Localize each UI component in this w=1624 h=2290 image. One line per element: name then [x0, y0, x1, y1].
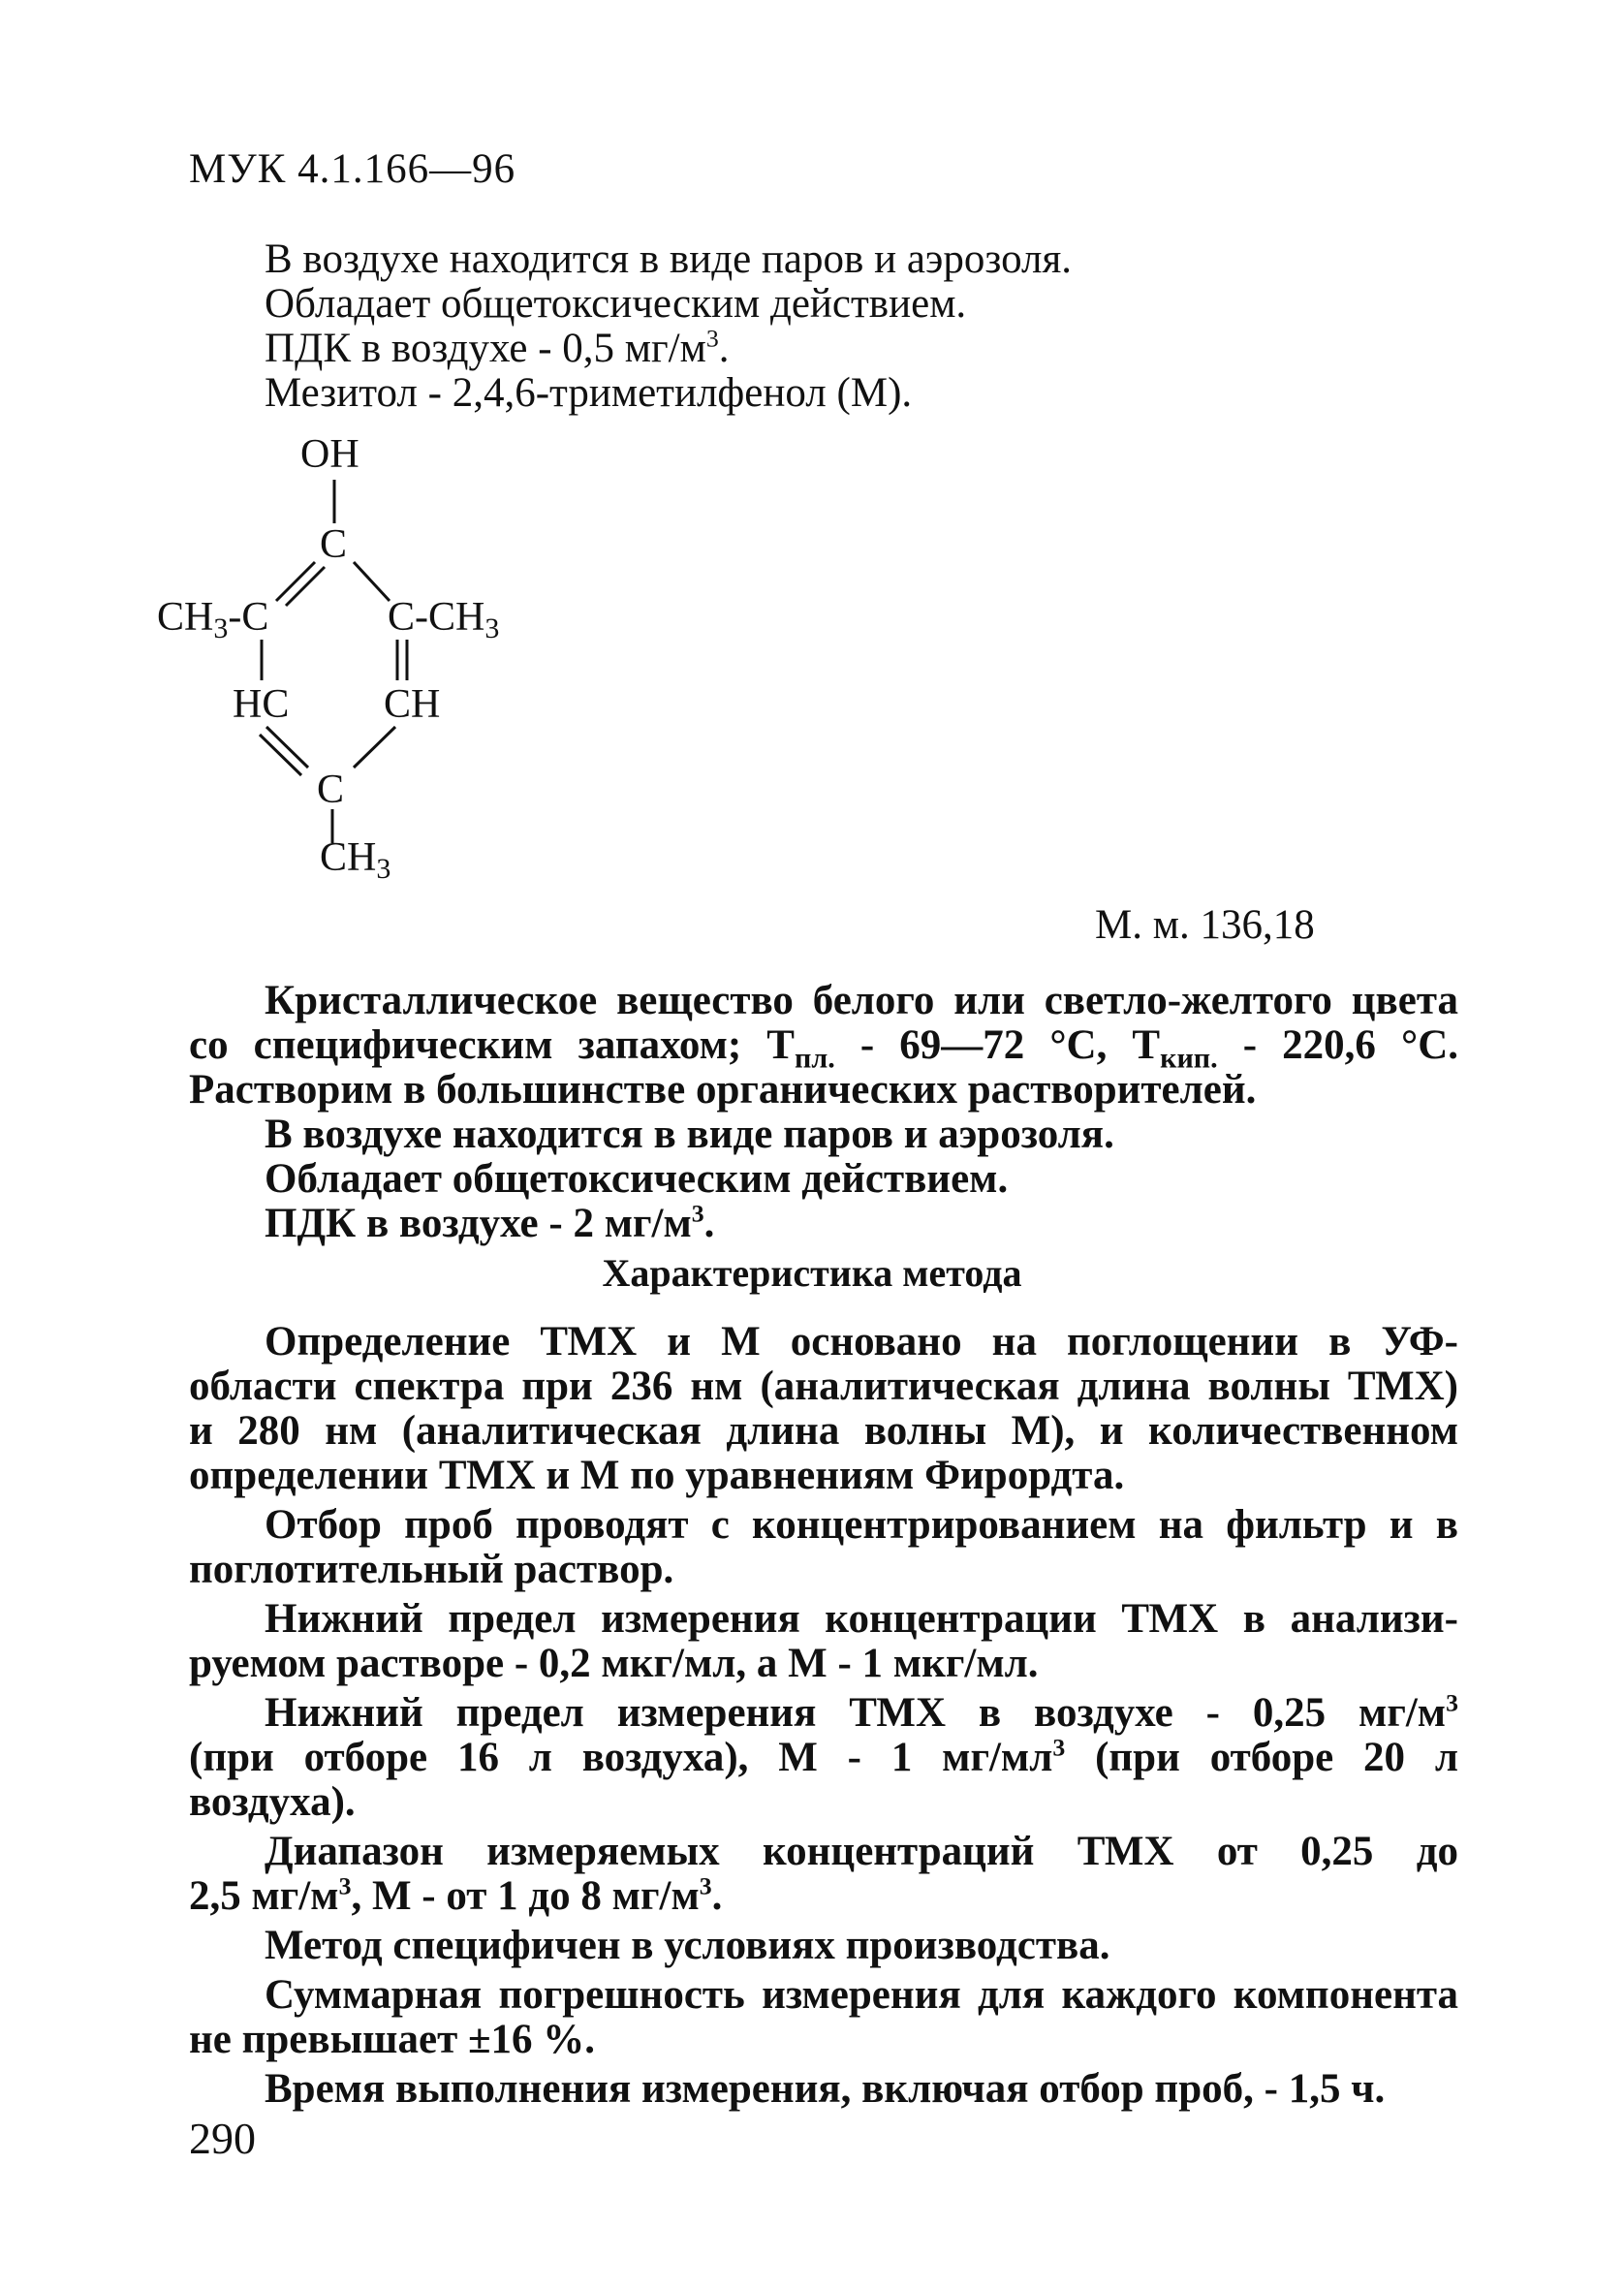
page-number: 290: [189, 2114, 256, 2163]
method-paragraph: [189, 2067, 1458, 2112]
text: , М - от 1 до 8 мг/м: [351, 1873, 700, 1919]
text: ПДК в воздухе - 2 мг/м: [265, 1201, 692, 1246]
formula-subscript: 3: [213, 612, 229, 644]
text-line: Определение ТМХ и М основано на поглощении в УФ-: [265, 1319, 1458, 1365]
text: .: [711, 1873, 723, 1919]
formula-text: CH: [320, 835, 377, 880]
description-line: Обладает общетоксическим действием.: [265, 1156, 1009, 1202]
description-line: В воздухе находится в виде паров и аэрозоля.: [265, 1112, 1114, 1157]
text-line: Диапазон измеряемых концентраций ТМХ от 0,25 до: [265, 1829, 1458, 1874]
structural-formula-svg: [136, 426, 640, 882]
superscript: 3: [699, 1871, 712, 1900]
text-line: поглотительный раствор.: [189, 1547, 674, 1592]
text-line: определении ТМХ и М по уравнениям Фирордта.: [189, 1453, 1125, 1498]
formula-text: C-CH: [388, 595, 485, 640]
formula-subscript: 3: [376, 853, 391, 882]
method-paragraph: [189, 1597, 1458, 1686]
method-block: [189, 1320, 1458, 2117]
text: - 69—72 °С, Т: [834, 1022, 1161, 1068]
text-line: Отбор проб проводят с концентрированием на фильтр и в: [265, 1502, 1458, 1548]
subscript: пл.: [795, 1041, 835, 1075]
method-paragraph: [189, 1924, 1458, 1968]
molecular-weight: М. м. 136,18: [1095, 902, 1315, 948]
text: .: [703, 1201, 715, 1246]
superscript: 3: [1052, 1733, 1066, 1762]
description-line: Кристаллическое вещество белого или светло-желтого цвета: [265, 978, 1458, 1023]
text-line: Суммарная погрешность измерения для каждого компонента: [265, 1972, 1458, 2018]
text: .: [718, 326, 730, 371]
formula-ch3-bottom: [320, 835, 390, 882]
text-line: и 280 нм (аналитическая длина волны М), и количественном: [189, 1408, 1458, 1454]
formula-subscript: 3: [484, 612, 500, 644]
text-line: [189, 1688, 1458, 1736]
formula-ch: CH: [384, 682, 441, 727]
text-line: [189, 1733, 1458, 1780]
superscript: 3: [705, 324, 719, 353]
bond: [354, 727, 395, 768]
method-paragraph: [189, 1830, 1458, 1919]
superscript: 3: [691, 1199, 704, 1228]
formula-c-top: C: [320, 522, 348, 567]
bond: [354, 562, 390, 601]
text: (при отборе 16 л воздуха), М - 1 мг/мл: [189, 1735, 1053, 1780]
method-paragraph: [189, 1688, 1458, 1825]
text: 2,5 мг/м: [189, 1873, 339, 1919]
formula-right-ch3: [388, 595, 499, 644]
text: - 220,6 °С.: [1217, 1022, 1459, 1068]
intro-line: Мезитол - 2,4,6-триметилфенол (М).: [265, 370, 913, 416]
description-line: [189, 1022, 1459, 1075]
description-block: [189, 979, 1458, 1246]
text: (при отборе 20 л: [1065, 1735, 1458, 1780]
intro-block: [189, 237, 1458, 416]
text: Нижний предел измерения ТМХ в воздухе - 0,25 мг/м: [265, 1690, 1447, 1736]
text-line: воздуха).: [189, 1779, 356, 1825]
text-line: [189, 1871, 1458, 1919]
intro-line: Обладает общетоксическим действием.: [265, 281, 967, 327]
text-line: Нижний предел измерения концентрации ТМХ в анализи-: [265, 1596, 1458, 1642]
text-line: руемом растворе - 0,2 мкг/мл, а М - 1 мкг/мл.: [189, 1641, 1039, 1686]
description-line: [189, 1199, 1458, 1246]
formula-text: CH: [157, 595, 214, 640]
section-heading: Характеристика метода: [602, 1251, 1022, 1295]
method-paragraph: [189, 1503, 1458, 1592]
description-line: Растворим в большинстве органических растворителей.: [189, 1067, 1257, 1113]
structural-formula: [136, 426, 640, 882]
superscript: 3: [1446, 1688, 1458, 1717]
method-paragraph: [189, 1973, 1458, 2062]
text: ПДК в воздухе - 0,5 мг/м: [265, 326, 706, 371]
intro-line: В воздухе находится в виде паров и аэрозоля.: [265, 236, 1073, 282]
text-line: не превышает ±16 %.: [189, 2017, 596, 2062]
formula-oh: OH: [300, 432, 359, 477]
intro-line: [189, 324, 1458, 371]
text: со специфическим запахом; Т: [189, 1022, 795, 1068]
formula-left-ch3: [157, 595, 268, 644]
superscript: 3: [338, 1871, 352, 1900]
formula-text: -C: [228, 595, 269, 640]
formula-hc: HC: [233, 682, 290, 727]
running-head: МУК 4.1.166—96: [189, 146, 516, 192]
text-line: Метод специфичен в условиях производства.: [265, 1923, 1110, 1968]
text-line: Время выполнения измерения, включая отбор проб, - 1,5 ч.: [265, 2066, 1386, 2112]
formula-c-bottom: C: [317, 768, 345, 812]
subscript: кип.: [1160, 1041, 1218, 1075]
text-line: области спектра при 236 нм (аналитическая длина волны ТМХ): [189, 1364, 1458, 1409]
method-paragraph: [189, 1320, 1458, 1498]
